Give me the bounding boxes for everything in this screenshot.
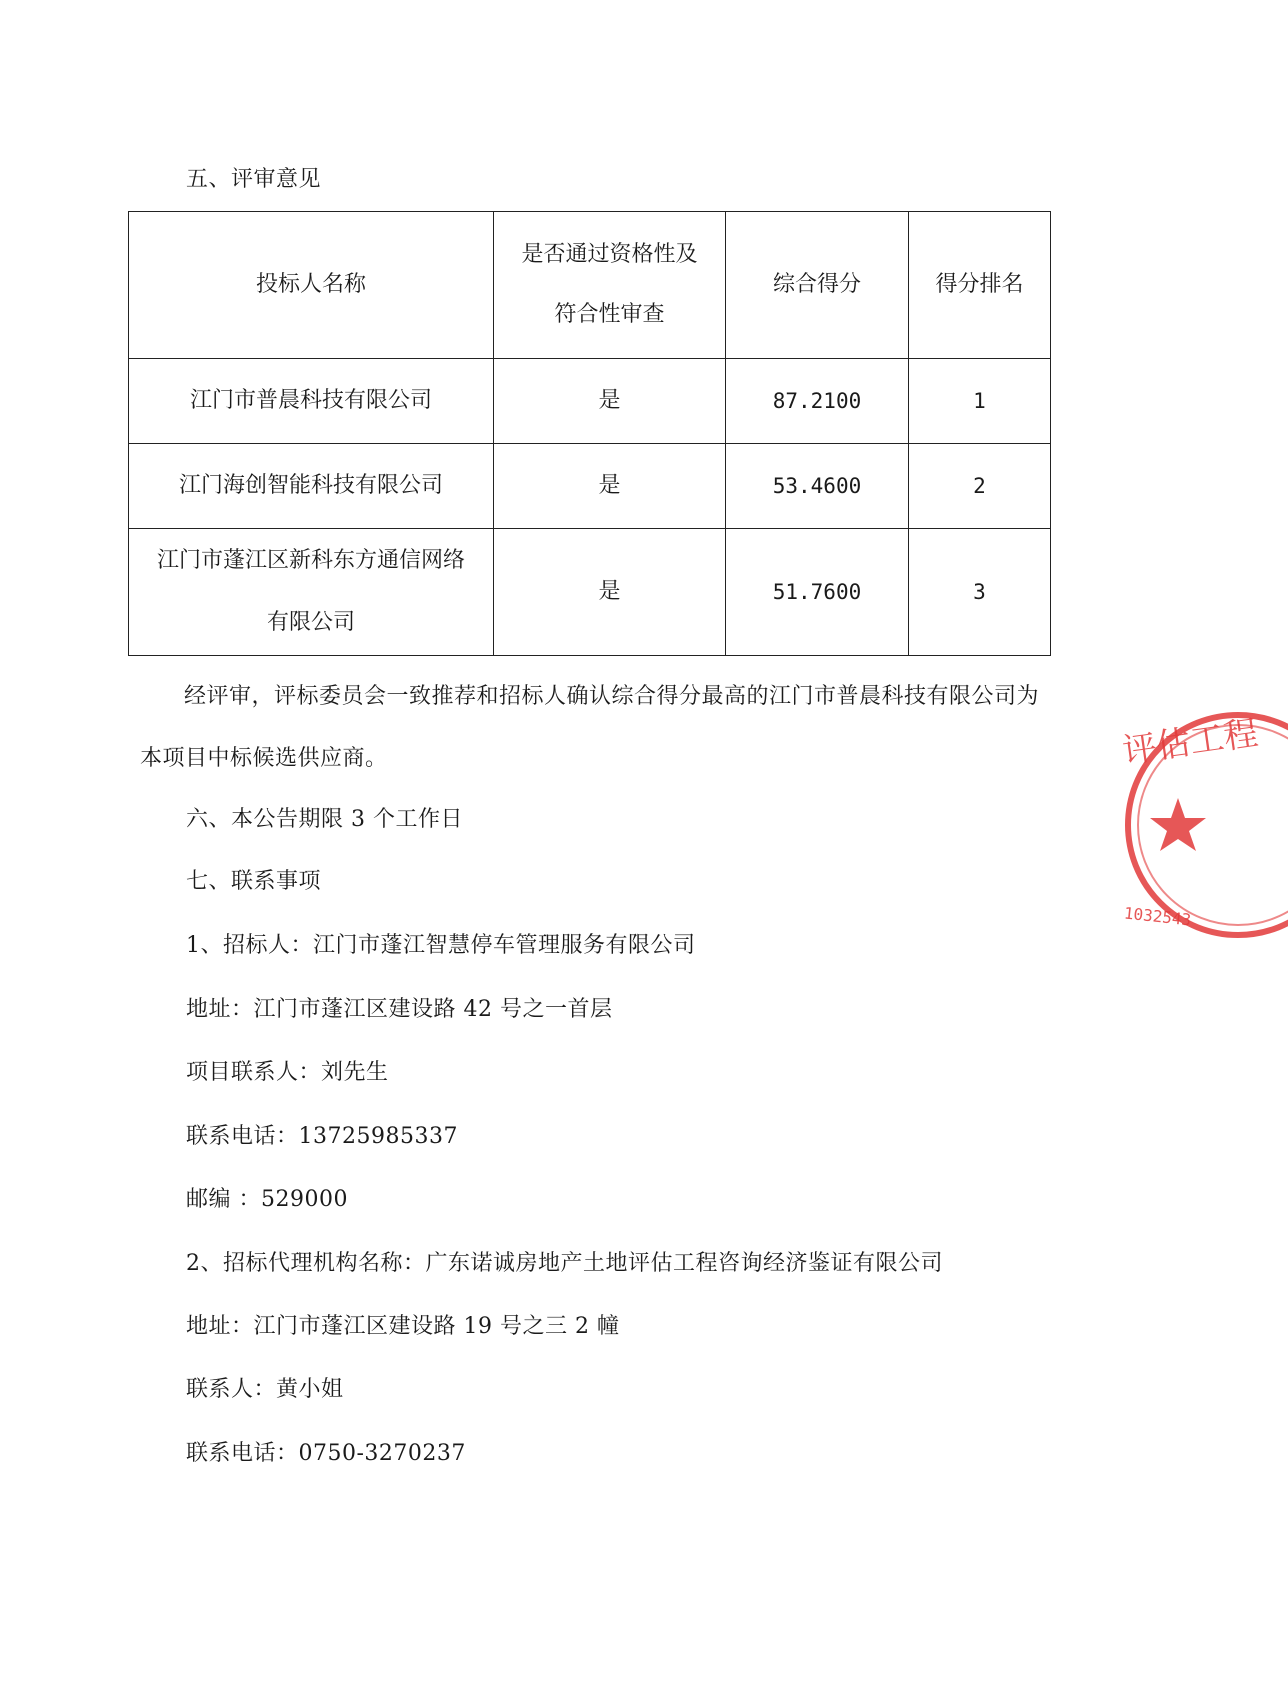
table-row	[129, 444, 1051, 529]
star-icon	[1150, 798, 1206, 851]
tenderer-name: 1、招标人：江门市蓬江智慧停车管理服务有限公司	[186, 933, 696, 958]
cell-score: 53.4600	[726, 444, 909, 529]
section-title-review: 五、评审意见	[186, 167, 322, 192]
cell-score: 87.2100	[726, 359, 909, 444]
header-qualification-line1: 是否通过资格性及	[521, 242, 698, 267]
cell-pass: 是	[494, 529, 726, 656]
agency-name: 2、招标代理机构名称：广东诺诚房地产土地评估工程咨询经济鉴证有限公司	[186, 1251, 943, 1276]
cell-bidder-name	[129, 529, 494, 656]
tenderer-address: 地址：江门市蓬江区建设路 42 号之一首层	[186, 997, 613, 1022]
cell-rank: 2	[909, 444, 1051, 529]
cell-pass: 是	[494, 444, 726, 529]
review-table	[128, 211, 1051, 656]
agency-contact-person: 联系人：黄小姐	[186, 1377, 344, 1402]
header-rank: 得分排名	[909, 212, 1051, 359]
cell-bidder-name: 江门海创智能科技有限公司	[129, 444, 494, 529]
tenderer-phone: 联系电话：13725985337	[186, 1124, 458, 1149]
header-score: 综合得分	[726, 212, 909, 359]
announcement-period: 六、本公告期限 3 个工作日	[186, 807, 463, 832]
header-qualification	[494, 212, 726, 359]
table-row	[129, 359, 1051, 444]
cell-bidder-name-line1: 江门市蓬江区新科东方通信网络	[156, 548, 465, 573]
section-title-contacts: 七、联系事项	[186, 869, 322, 894]
cell-score: 51.7600	[726, 529, 909, 656]
cell-rank: 3	[909, 529, 1051, 656]
table-header-row	[129, 212, 1051, 359]
tenderer-contact-person: 项目联系人：刘先生	[186, 1060, 389, 1085]
header-qualification-line2: 符合性审查	[554, 302, 665, 327]
cell-rank: 1	[909, 359, 1051, 444]
cell-bidder-name-line2: 有限公司	[266, 610, 355, 635]
red-seal-stamp	[1118, 700, 1288, 950]
cell-pass: 是	[494, 359, 726, 444]
tenderer-postcode: 邮编 ：529000	[186, 1187, 348, 1212]
cell-bidder-name: 江门市普晨科技有限公司	[129, 359, 494, 444]
header-bidder-name: 投标人名称	[129, 212, 494, 359]
agency-address: 地址：江门市蓬江区建设路 19 号之三 2 幢	[186, 1314, 620, 1339]
stamp-text-top: 评估工程	[1120, 713, 1261, 772]
table-row	[129, 529, 1051, 656]
stamp-text-bottom: 1032543	[1123, 903, 1193, 930]
conclusion-paragraph: 经评审，评标委员会一致推荐和招标人确认综合得分最高的江门市普晨科技有限公司为本项目中标候选供应商。	[140, 684, 1040, 771]
agency-phone: 联系电话：0750-3270237	[186, 1441, 466, 1466]
